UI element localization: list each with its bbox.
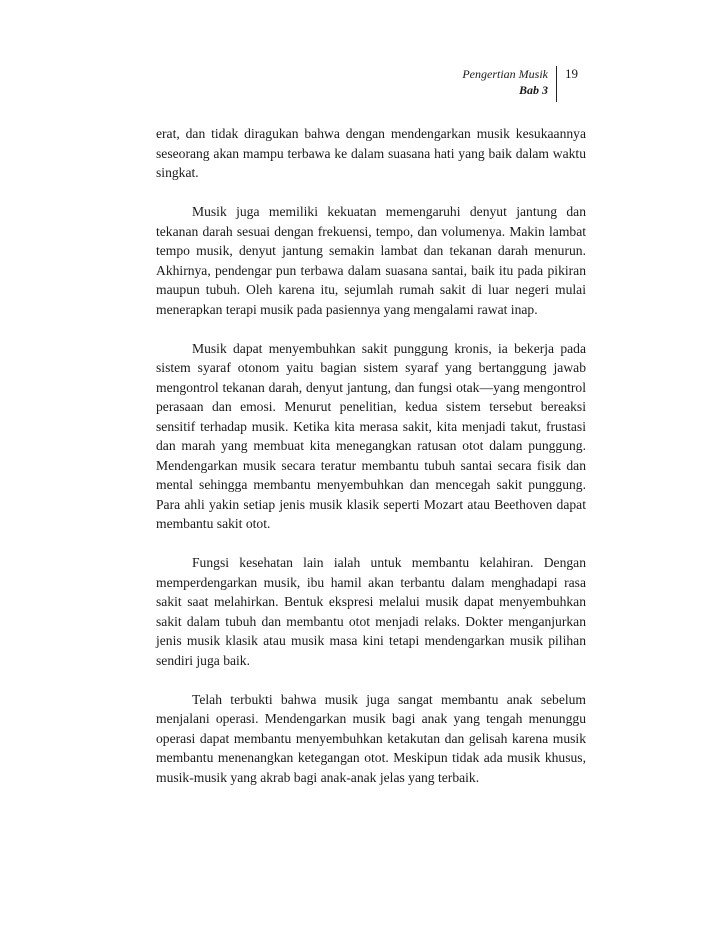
running-header xyxy=(462,66,557,102)
page-number: 19 xyxy=(565,66,578,81)
paragraph-2: Musik juga memiliki kekuatan memengaruhi denyut jantung dan tekanan darah sesuai dengan frekuensi, tempo, dan volumenya. Makin lambat tempo musik, denyut jantung semakin lambat dan tekanan darah menurun. Akhirnya, pendengar pun terbawa dalam suasana santai, baik itu pada pikiran maupun tubuh. Oleh karena itu, sejumlah rumah sakit di luar negeri mulai menerapkan terapi musik pada pasiennya yang mengalami rawat inap. xyxy=(156,204,586,317)
body-text xyxy=(156,124,586,807)
paragraph-5: Telah terbukti bahwa musik juga sangat membantu anak sebelum menjalani operasi. Mendengarkan musik bagi anak yang tengah menunggu operasi dapat membantu menyembuhkan ketakutan dan gelisah karena musik membantu menenangkan ketegangan otot. Meskipun tidak ada musik khusus, musik-musik yang akrab bagi anak-anak jelas yang terbaik. xyxy=(156,691,586,785)
paragraph-1: erat, dan tidak diragukan bahwa dengan mendengarkan musik kesukaannya seseorang akan mampu terbawa ke dalam suasana hati yang baik dalam waktu singkat. xyxy=(156,126,586,180)
page-header xyxy=(462,66,578,102)
running-title: Pengertian Musik xyxy=(462,67,548,81)
chapter-label: Bab 3 xyxy=(518,83,548,97)
paragraph-4: Fungsi kesehatan lain ialah untuk membantu kelahiran. Dengan memperdengarkan musik, ibu hamil akan terbantu dalam menghadapi rasa sakit saat melahirkan. Bentuk ekspresi melalui musik dapat menyembuhkan sakit dalam tubuh dan membantu otot menjadi relaks. Dokter menganjurkan jenis musik klasik atau musik masa kini tetapi mendengarkan musik pilihan sendiri juga baik. xyxy=(156,555,586,668)
paragraph-3: Musik dapat menyembuhkan sakit punggung kronis, ia bekerja pada sistem syaraf otonom yaitu bagian sistem syaraf yang bertanggung jawab mengontrol tekanan darah, denyut jantung, dan fungsi otak—yang mengontrol perasaan dan emosi. Menurut penelitian, kedua sistem tersebut bereaksi sensitif terhadap musik. Ketika kita merasa sakit, kita menjadi takut, frustasi dan marah yang membuat kita menegangkan ratusan otot dalam punggung. Mendengarkan musik secara teratur membantu tubuh santai secara fisik dan mental sehingga membantu menyembuhkan dan mencegah sakit punggung. Para ahli yakin setiap jenis musik klasik seperti Mozart atau Beethoven dapat membantu sakit otot. xyxy=(156,340,586,531)
